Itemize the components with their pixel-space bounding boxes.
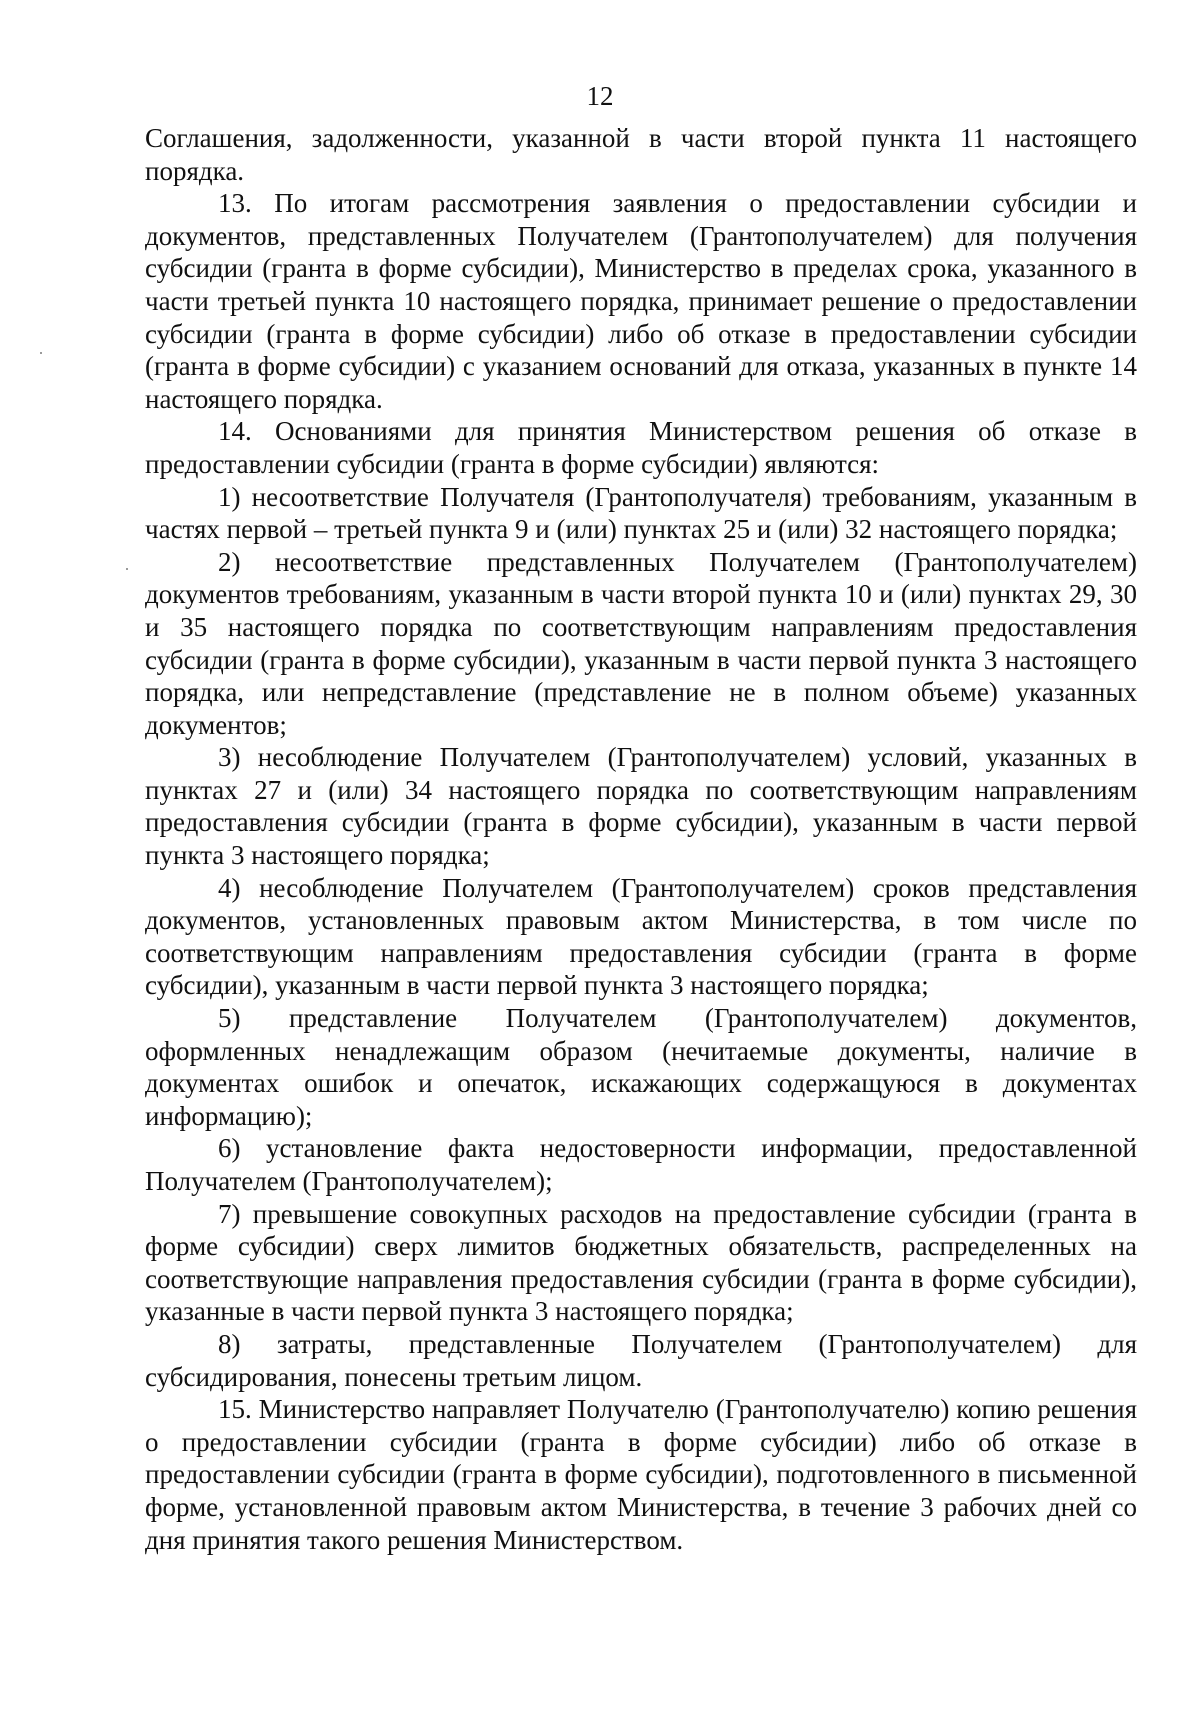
list-item-6: 6) установление факта недостоверности информации, предоставленной Получателем (Грантополучателем); — [145, 1133, 1137, 1196]
paragraph-continuation: Соглашения, задолженности, указанной в части второй пункта 11 настоящего порядка. — [145, 123, 1137, 186]
page-number: 12 — [586, 81, 614, 111]
list-item-8: 8) затраты, представленные Получателем (Грантополучателем) для субсидирования, понесены третьим лицом. — [145, 1328, 1137, 1392]
scan-speck — [126, 568, 128, 570]
list-item-1: 1) несоответствие Получателя (Грантополучателя) требованиям, указанным в частях первой – третьей пункта 9 и (или) пунктах 25 и (или) 32 настоящего порядка; — [145, 481, 1137, 545]
list-item-7: 7) превышение совокупных расходов на предоставление субсидии (гранта в форме субсидии) сверх лимитов бюджетных обязательств, распределенных на соответствующие направления предоставления субсидии (гранта в форме субсидии), указанные в части первой пункта 3 настоящего порядка; — [145, 1198, 1137, 1327]
list-item-5: 5) представление Получателем (Грантополучателем) документов, оформленных ненадлежащим образом (нечитаемые документы, наличие в документах ошибок и опечаток, искажающих содержащуюся в документах информацию); — [145, 1003, 1137, 1131]
list-item-4: 4) несоблюдение Получателем (Грантополучателем) сроков представления документов, установленных правовым актом Министерства, в том числе по соответствующим направлениям предоставления субсидии (гранта в форме субсидии), указанным в части первой пункта 3 настоящего порядка; — [145, 872, 1137, 1001]
document-body — [145, 122, 1137, 1556]
paragraph-15: 15. Министерство направляет Получателю (Грантополучателю) копию решения о предоставлении субсидии (гранта в форме субсидии) либо об отказе в предоставлении субсидии (гранта в форме субсидии), подготовленного в письменной форме, установленной правовым актом Министерства, в течение 3 рабочих дней со дня принятия такого решения Министерством. — [145, 1394, 1137, 1555]
list-item-3: 3) несоблюдение Получателем (Грантополучателем) условий, указанных в пунктах 27 и (или) 34 настоящего порядка по соответствующим направлениям предоставления субсидии (гранта в форме субсидии), указанным в части первой пункта 3 настоящего порядка; — [145, 742, 1137, 871]
list-item-2: 2) несоответствие представленных Получателем (Грантополучателем) документов требованиям, указанным в части второй пункта 10 и (или) пунктах 29, 30 и 35 настоящего порядка по соответствующим направлениям предоставления субсидии (гранта в форме субсидии), указанным в части первой пункта 3 настоящего порядка, или непредставление (представление не в полном объеме) указанных документов; — [145, 546, 1137, 740]
scan-speck — [40, 352, 42, 354]
paragraph-14: 14. Основаниями для принятия Министерством решения об отказе в предоставлении субсидии (гранта в форме субсидии) являются: — [145, 416, 1137, 479]
paragraph-13: 13. По итогам рассмотрения заявления о предоставлении субсидии и документов, представленных Получателем (Грантополучателем) для получения субсидии (гранта в форме субсидии), Министерство в пределах срока, указанного в части третьей пункта 10 настоящего порядка, принимает решение о предоставлении субсидии (гранта в форме субсидии) либо об отказе в предоставлении субсидии (гранта в форме субсидии) с указанием оснований для отказа, указанных в пункте 14 настоящего порядка. — [145, 188, 1137, 414]
